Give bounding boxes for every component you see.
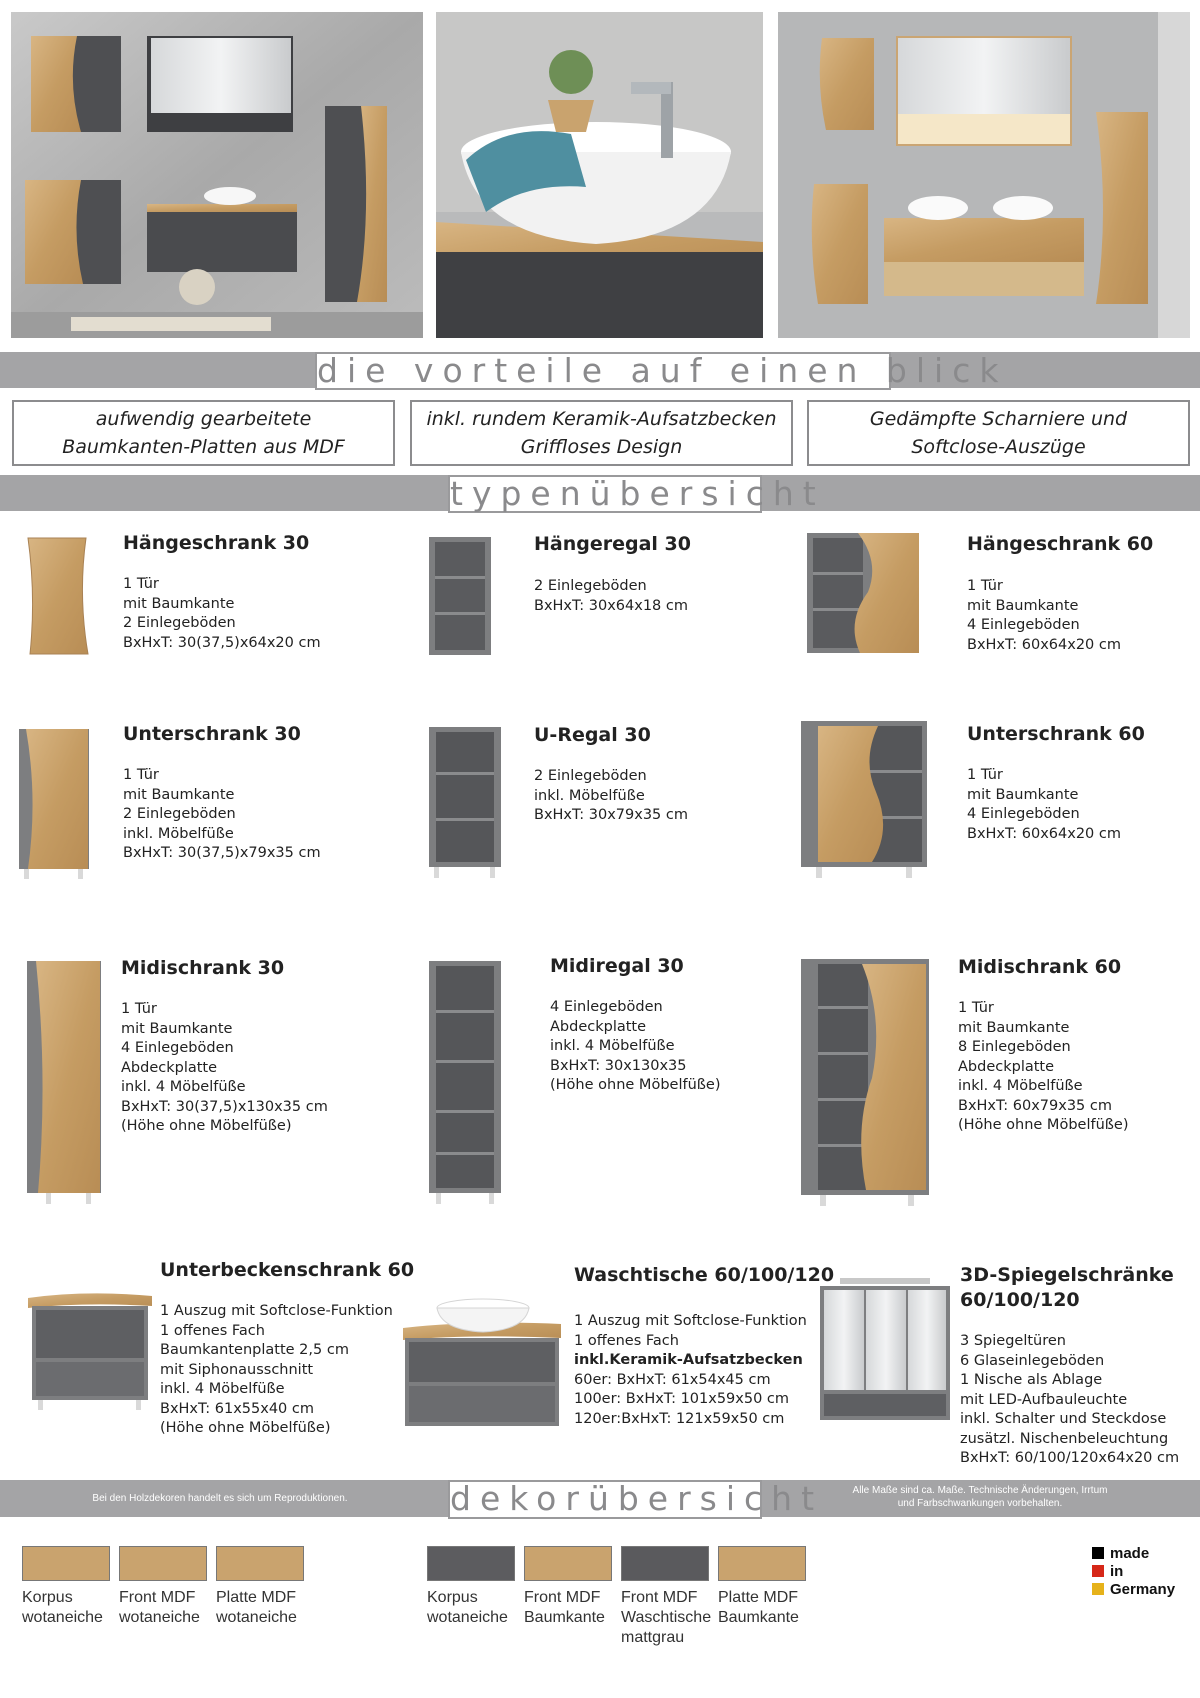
detail-line: Abdeckplatte (958, 1058, 1055, 1075)
detail-line: 120er:BxHxT: 121x59x50 cm (574, 1410, 785, 1427)
decor-label-line2: Baumkante (718, 1609, 799, 1626)
detail-line: BxHxT: 30x130x35 (550, 1057, 687, 1074)
item-title: Hängeschrank 30 (123, 532, 310, 554)
detail-line: 2 Einlegeböden (534, 578, 647, 594)
detail-line: 3 Spiegeltüren (960, 1333, 1066, 1349)
detail-line: 2 Einlegeböden (123, 806, 236, 822)
midischrank-30-image (26, 960, 102, 1206)
detail-line: 2 Einlegeböden (123, 615, 236, 631)
advantage-2-line1: inkl. rundem Keramik-Aufsatzbecken (426, 408, 777, 430)
item-details (534, 577, 688, 616)
advantage-2-line2: Griffloses Design (520, 436, 683, 458)
decor-label-line2: Baumkante (524, 1609, 605, 1626)
detail-line: inkl. Möbelfüße (534, 787, 645, 804)
decor-label-line2: wotaneiche (22, 1609, 103, 1626)
item-details (123, 575, 321, 653)
decors-heading: dekorübersicht (450, 1479, 824, 1518)
item-details (550, 998, 720, 1096)
advantage-box-3 (807, 400, 1190, 466)
detail-line: BxHxT: 60x79x35 cm (958, 1097, 1112, 1114)
flag-red-square (1092, 1565, 1104, 1577)
item-details (967, 577, 1121, 655)
detail-line: zusätzl. Nischenbeleuchtung (960, 1430, 1169, 1447)
decor-label-line1: Platte MDF (718, 1589, 799, 1606)
detail-line-bold: inkl.Keramik-Aufsatzbecken (574, 1352, 803, 1368)
detail-line: inkl. 4 Möbelfüße (121, 1079, 246, 1095)
detail-line: 1 Auszug mit Softclose-Funktion (574, 1313, 807, 1329)
bathroom-photo-2 (436, 12, 763, 338)
detail-line: BxHxT: 30(37,5)x130x35 cm (121, 1098, 328, 1115)
detail-line: 4 Einlegeböden (550, 999, 663, 1015)
item-details (574, 1312, 807, 1429)
decor-label-line1: Korpus (427, 1589, 478, 1606)
detail-line: 1 offenes Fach (574, 1332, 679, 1349)
decor-label-line2: Waschtische (621, 1609, 712, 1626)
detail-line: (Höhe ohne Möbelfüße) (160, 1420, 331, 1436)
detail-line: mit Baumkante (121, 1020, 233, 1037)
item-title: Midischrank 60 (958, 956, 1122, 978)
flag-gold-square (1092, 1583, 1104, 1595)
detail-line: 1 Tür (967, 767, 1003, 783)
detail-line: BxHxT: 30(37,5)x79x35 cm (123, 845, 321, 861)
haengeregal-30-image (428, 536, 492, 656)
haengeschrank-30-image (24, 536, 94, 656)
advantage-1-line2: Baumkanten-Platten aus MDF (62, 436, 345, 458)
types-heading: typenübersicht (450, 474, 825, 513)
detail-line: Baumkantenplatte 2,5 cm (160, 1342, 349, 1358)
decor-swatch (524, 1546, 612, 1581)
midischrank-60-image (800, 958, 930, 1208)
decor-swatch (718, 1546, 806, 1581)
item-details (121, 1000, 328, 1137)
detail-line: BxHxT: 30x64x18 cm (534, 597, 688, 614)
detail-line: inkl. 4 Möbelfüße (550, 1038, 675, 1054)
decor-label-line1: Front MDF (524, 1589, 601, 1606)
flag-black-square (1092, 1547, 1104, 1559)
detail-line: inkl. Möbelfüße (123, 825, 234, 842)
measurement-note-line1: Alle Maße sind ca. Maße. Technische Änderungen, Irrtum (852, 1485, 1108, 1496)
made-in-germany-badge (1092, 1545, 1175, 1599)
detail-line: 100er: BxHxT: 101x59x50 cm (574, 1391, 790, 1407)
item-title: Unterbeckenschrank 60 (160, 1259, 415, 1281)
detail-line: 1 Auszug mit Softclose-Funktion (160, 1303, 393, 1319)
waschtisch-image (403, 1294, 561, 1430)
decor-label (718, 1588, 799, 1628)
detail-line: mit Baumkante (123, 595, 235, 612)
detail-line: 60er: BxHxT: 61x54x45 cm (574, 1371, 771, 1388)
decor-label-line1: Platte MDF (216, 1589, 297, 1606)
detail-line: BxHxT: 60x64x20 cm (967, 636, 1121, 653)
measurement-note-line2: und Farbschwankungen vorbehalten. (897, 1498, 1063, 1509)
detail-line: 1 offenes Fach (160, 1322, 265, 1339)
detail-line: Abdeckplatte (550, 1018, 647, 1035)
detail-line: Abdeckplatte (121, 1059, 218, 1076)
made-line3: Germany (1110, 1581, 1176, 1598)
decor-label (22, 1588, 103, 1628)
detail-line: 1 Tür (967, 578, 1003, 594)
item-details (534, 767, 688, 826)
spiegelschrank-image (818, 1276, 952, 1422)
detail-line: BxHxT: 61x55x40 cm (160, 1400, 314, 1417)
detail-line: 4 Einlegeböden (967, 617, 1080, 633)
decor-swatch (427, 1546, 515, 1581)
detail-line: BxHxT: 30(37,5)x64x20 cm (123, 634, 321, 651)
item-title: Unterschrank 30 (123, 723, 301, 745)
detail-line: 2 Einlegeböden (534, 768, 647, 784)
item-details (160, 1302, 393, 1439)
detail-line: BxHxT: 30x79x35 cm (534, 807, 688, 823)
detail-line: BxHxT: 60/100/120x64x20 cm (960, 1450, 1180, 1466)
advantage-3-line1: Gedämpfte Scharniere und (869, 408, 1128, 430)
detail-line: 1 Tür (958, 1000, 994, 1016)
advantage-3-line2: Softclose-Auszüge (911, 436, 1086, 458)
bathroom-photo-3 (778, 12, 1190, 338)
unterschrank-30-image (18, 728, 90, 880)
unterschrank-60-image (800, 720, 928, 880)
measurement-note (800, 1484, 1160, 1510)
advantages-heading: die vorteile auf einen blick (317, 351, 1008, 390)
advantage-1-line1: aufwendig gearbeitete (95, 408, 312, 430)
detail-line: mit Baumkante (123, 786, 235, 803)
advantage-box-2 (410, 400, 793, 466)
decor-label-line2: wotaneiche (119, 1609, 200, 1626)
detail-line: 1 Tür (123, 767, 159, 783)
item-details (958, 999, 1128, 1136)
item-details (123, 766, 321, 864)
bathroom-photo-1 (11, 12, 423, 338)
item-title: Unterschrank 60 (967, 723, 1145, 745)
decor-label-line2: wotaneiche (427, 1609, 508, 1626)
detail-line: 1 Tür (121, 1001, 157, 1017)
detail-line: inkl. 4 Möbelfüße (958, 1078, 1083, 1094)
detail-line: 1 Nische als Ablage (960, 1372, 1103, 1388)
u-regal-30-image (428, 726, 502, 880)
decor-label (524, 1588, 605, 1628)
item-title: Hängeschrank 60 (967, 533, 1154, 555)
decor-label-line1: Korpus (22, 1589, 73, 1606)
item-details (960, 1332, 1179, 1469)
detail-line: BxHxT: 60x64x20 cm (967, 825, 1121, 842)
decor-label (119, 1588, 200, 1628)
midiregal-30-image (428, 960, 502, 1206)
detail-line: (Höhe ohne Möbelfüße) (958, 1117, 1129, 1133)
detail-line: (Höhe ohne Möbelfüße) (550, 1077, 721, 1093)
decor-swatch (119, 1546, 207, 1581)
decor-label (621, 1588, 711, 1648)
detail-line: mit Baumkante (967, 786, 1079, 803)
detail-line: 4 Einlegeböden (967, 806, 1080, 822)
detail-line: mit LED-Aufbauleuchte (960, 1391, 1128, 1408)
item-details (967, 766, 1121, 844)
haengeschrank-60-image (806, 532, 920, 654)
detail-line: (Höhe ohne Möbelfüße) (121, 1118, 292, 1134)
decor-swatch (22, 1546, 110, 1581)
item-title: 3D-Spiegelschränke (960, 1264, 1174, 1286)
wood-reproduction-note: Bei den Holzdekoren handelt es sich um Reproduktionen. (92, 1493, 348, 1504)
item-title: Waschtische 60/100/120 (574, 1264, 835, 1286)
detail-line: mit Baumkante (958, 1019, 1070, 1036)
detail-line: 6 Glaseinlegeböden (960, 1352, 1105, 1369)
decor-label (427, 1588, 508, 1628)
item-title: Midischrank 30 (121, 957, 285, 979)
unterbeckenschrank-60-image (26, 1290, 154, 1412)
decor-label-line3: mattgrau (621, 1629, 685, 1646)
item-title: Hängeregal 30 (534, 533, 691, 555)
item-title-line2: 60/100/120 (960, 1289, 1080, 1311)
detail-line: 1 Tür (123, 576, 159, 592)
made-line1: made (1110, 1545, 1150, 1562)
item-title: U-Regal 30 (534, 724, 651, 746)
made-line2: in (1110, 1563, 1124, 1580)
advantage-box-1 (12, 400, 395, 466)
detail-line: inkl. Schalter und Steckdose (960, 1411, 1167, 1427)
detail-line: 8 Einlegeböden (958, 1039, 1071, 1055)
detail-line: mit Siphonausschnitt (160, 1361, 314, 1378)
item-title: Midiregal 30 (550, 955, 684, 977)
decor-label-line1: Front MDF (621, 1589, 698, 1606)
decor-label-line1: Front MDF (119, 1589, 196, 1606)
detail-line: 4 Einlegeböden (121, 1040, 234, 1056)
decor-swatch (216, 1546, 304, 1581)
detail-line: mit Baumkante (967, 597, 1079, 614)
decor-swatch (621, 1546, 709, 1581)
decor-label (216, 1588, 297, 1628)
decor-label-line2: wotaneiche (216, 1609, 297, 1626)
detail-line: inkl. 4 Möbelfüße (160, 1381, 285, 1397)
